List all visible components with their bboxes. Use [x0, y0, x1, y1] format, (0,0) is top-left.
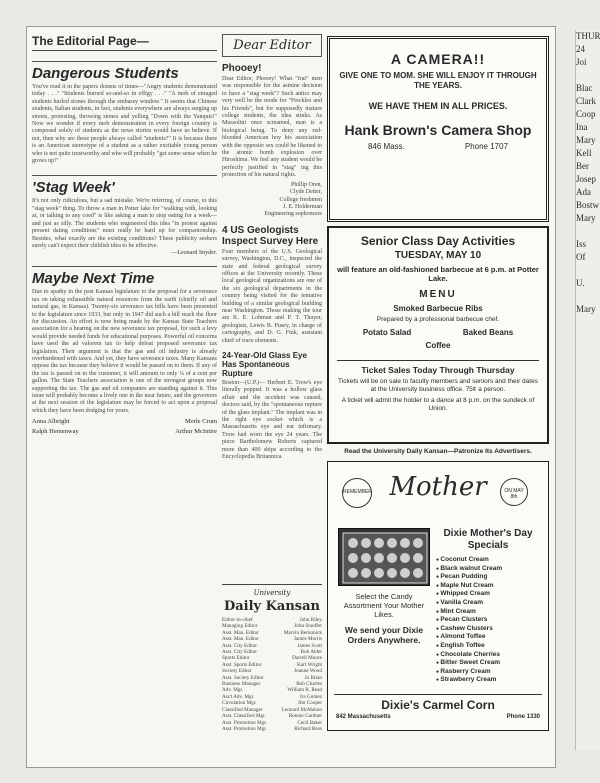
staff-list	[222, 617, 322, 732]
specials-list	[436, 528, 540, 685]
headline-stag-week: 'Stag Week'	[32, 175, 217, 196]
dixie-contact	[336, 714, 540, 720]
edge-text-fragment: Joi	[576, 57, 587, 67]
staff-name: Joanne Wood	[294, 668, 322, 675]
staff-name: John Stauffer	[294, 623, 322, 630]
edge-text-fragment: Bostw	[576, 200, 600, 210]
staff-name: Leonard McMahon	[281, 706, 322, 713]
staff-name: Darrell Moore	[292, 655, 322, 662]
ad-text: GIVE ONE TO MOM. SHE WILL ENJOY IT THROUGH THE YEARS.	[339, 71, 537, 90]
menu-item: Baked Beans	[462, 328, 514, 337]
ticket-note: Tickets will be on sale to faculty members and seniors and their dates at the University business office. 75¢ a person.	[338, 378, 538, 393]
staff-role: Asst. Man. Editor	[222, 629, 259, 636]
headline-dangerous-students: Dangerous Students	[32, 61, 217, 82]
article-body: Four members of the U.S. Geological survey, Washington, D.C., inspected the state and federal geological survey offices at the University recently. These local geological organizations are one of the six geological departments in the country being visited for the tentative building of a similar geological building near Washington. Those making the tour are K. E. Lohman and P. T. Thayer, geologists, Lewis B. Pusey, in charge of cartography, and D. G. Fink, assistant chief of trace elements.	[222, 248, 322, 344]
chocolate-piece-icon	[374, 553, 384, 563]
edge-text-fragment: U.	[576, 278, 585, 288]
letter-body: Dear Editor, Phooey! What "frat" men was responsible for the asinine decision to have a "stag week"? Such antics may very well be the mode for "Freckles and his Friends", but for supposedly mature college students, the idea stinks. As Mussolini once screamed, man is a biological being. To deny any red-blooded American boy his association with the opposite sex could be likened to the atomic bomb explosion over Hiroshima. We feel any student would be perfectly justified in "stag" ing this protection of his natural rights.	[222, 76, 322, 179]
edge-text-fragment: Josep	[576, 174, 596, 184]
chocolate-piece-icon	[361, 538, 371, 548]
staff-role: Asst. Society Editor	[222, 674, 264, 681]
article-body: Due to apathy in the past Kansas legislature to the proposal for a severance tax on taking exhaustible natural resources from the earth (chiefly oil and natural gas, in Kansas). Twenty-six severance tax bills have been presented to the legislature since 1933, but only in 1947 did such a bill reach the floor for discussion. An effort is now being made by the Kansas State Teachers association for a hearing on the new severance tax proposal, for such a levy would provide needed funds for educational purposes. Powerful oil concerns have used the ad valorem tax to help defeat proposed severance tax legislation. Their argument is that the gas and oil industry is already overburdened with taxes. And yet, they have severance taxes. Many Kansans oppose the tax because they believe it would be passed on to them. If any of the tax is passed on to the customer, it will amount to only ¼ of a cent per gallon. The State Teachers association is one of the strongest groups now supporting the tax. The gas and oil companies are standing against it. This issue will probably become a lively one in the near future, and the governors at the next session of the legislature may be forced to act upon a proposal which they have been dodging for years.	[32, 289, 217, 414]
special-item: ● Almond Toffee	[436, 633, 540, 642]
staff-name: Jim Cooper	[297, 700, 322, 707]
specials-title: Dixie Mother's Day Specials	[443, 528, 533, 551]
advertisement-column	[327, 36, 549, 731]
specials-items	[436, 556, 540, 685]
special-item: ● Strawberry Cream	[436, 676, 540, 685]
menu-heading: MENU	[419, 289, 457, 300]
shop-address: 846 Mass.	[367, 142, 405, 151]
byline: —Leonard Snyder.	[171, 250, 217, 257]
chocolate-piece-icon	[348, 538, 358, 548]
dixie-brand: Dixie's Carmel Corn	[334, 694, 542, 712]
signer: Engineering sophomore	[264, 211, 322, 218]
edge-text-fragment: Ber	[576, 161, 589, 171]
chocolate-piece-icon	[374, 538, 384, 548]
letters-column	[222, 34, 322, 461]
special-item: ● English Toffee	[436, 642, 540, 651]
special-item: ● Coconut Cream	[436, 556, 540, 565]
staff-role: Asst. City Editor	[222, 642, 258, 649]
signer: Clyde Detter,	[289, 189, 322, 196]
dixie-mothers-day-ad	[327, 461, 549, 731]
edge-text-fragment: Coop	[576, 109, 596, 119]
staff-role: Classified Manager	[222, 706, 263, 713]
staff-name: Cecil Baker	[297, 719, 322, 726]
chocolate-piece-icon	[374, 568, 384, 578]
staff-role: Ass't Adv. Mgr.	[222, 693, 255, 700]
edge-text-fragment: Mary	[576, 213, 596, 223]
special-item: ● Black walnut Cream	[436, 565, 540, 574]
staff-name: Marvin Berkonick	[283, 629, 322, 636]
chocolate-piece-icon	[348, 553, 358, 563]
candy-promo	[336, 592, 432, 645]
editorial-column	[32, 34, 217, 435]
staff-name: Richard Ross	[294, 725, 322, 732]
menu-item: Coffee	[425, 341, 451, 350]
staff-role: Asst. Classified Mgr.	[222, 713, 266, 720]
edge-text-fragment: THUR	[576, 31, 600, 41]
shop-contact	[338, 142, 538, 151]
chocolate-piece-icon	[361, 553, 371, 563]
staff-name: James Scott	[297, 642, 322, 649]
edge-text-fragment: Clark	[576, 96, 596, 106]
staff-name: Karl Wright	[297, 661, 322, 668]
masthead-university: University	[253, 589, 291, 597]
staff-role: Editor-in-chief	[222, 617, 253, 623]
dear-editor-heading: Dear Editor	[222, 34, 322, 57]
special-item: ● Cashew Clusters	[436, 625, 540, 634]
signer: College freshmen	[279, 196, 322, 203]
masthead-block	[222, 574, 322, 732]
menu-note: Prepared by a professional barbecue chef.	[376, 316, 500, 323]
staff-role: Asst. Promotion Mgr.	[222, 719, 267, 726]
staff-role: Circulation Mgr.	[222, 700, 257, 707]
headline-geologists: 4 US Geologists Inspect Survey Here	[222, 224, 319, 247]
chocolate-piece-icon	[400, 568, 410, 578]
article-body: Boston—(U.P.)— Herbert E. Trow's eye literally popped. It was a hollow glass affair and the accident was caused, doctors said, by the "spontaneous rupture of the glass implant." The implant was in the right eye socket which is a Massachusetts eye and ear infirmary. Trow had worn the eye 24 years. The piece Bartholomew Roberts captured more than 400 ships according to the Encyclopedia Britannica.	[222, 380, 322, 461]
special-item: ● Pecan Pudding	[436, 573, 540, 582]
chocolate-piece-icon	[400, 538, 410, 548]
chocolate-piece-icon	[413, 568, 423, 578]
menu-item: Smoked Barbecue Ribs	[393, 304, 483, 313]
headline-glass-eye: 24-Year-Old Glass Eye Has Spontaneous Rupture	[222, 351, 307, 378]
staff-role: Adv. Mgr.	[222, 687, 244, 694]
chocolate-piece-icon	[387, 538, 397, 548]
edge-text-fragment	[576, 69, 600, 82]
event-description: will feature an old-fashioned barbecue at 6 p.m. at Potter Lake.	[337, 265, 539, 283]
senior-class-day-ad	[327, 226, 549, 444]
signature: Anna Albright	[32, 418, 70, 426]
chocolate-piece-icon	[387, 568, 397, 578]
signer: J. E. Holderman	[283, 203, 322, 210]
staff-role: Society Editor	[222, 668, 252, 675]
edge-text-fragment: Of	[576, 252, 586, 262]
ad-text: WE HAVE THEM IN ALL PRICES.	[368, 101, 508, 111]
camera-shop-ad	[327, 36, 549, 222]
edge-text-fragment: Ina	[576, 122, 588, 132]
staff-role: Asst. Man. Editor	[222, 636, 259, 643]
chocolate-piece-icon	[387, 553, 397, 563]
staff-role: Asst. Sports Editor	[222, 661, 262, 668]
edge-text-fragment: Mary	[576, 135, 596, 145]
promo-text: We send your Dixie Orders Anywhere.	[344, 625, 424, 645]
headline-maybe-next-time: Maybe Next Time	[32, 266, 217, 287]
candy-box-icon	[339, 529, 431, 587]
special-item: ● Rasberry Cream	[436, 668, 540, 677]
edge-text-fragment: Kell	[576, 148, 592, 158]
edge-text-fragment	[576, 264, 600, 277]
special-item: ● Whipped Cream	[436, 590, 540, 599]
edge-text-fragment	[576, 225, 600, 238]
special-item: ● Chocolate Cherries	[436, 651, 540, 660]
staff-role: Asst. City Editor	[222, 649, 258, 656]
staff-name: John Riley	[299, 617, 322, 623]
ad-title: Senior Class Day Activities	[360, 234, 516, 248]
special-item: ● Mint Cream	[436, 608, 540, 617]
ad-title: A CAMERA!!	[390, 51, 486, 67]
page-title: The Editorial Page—	[32, 34, 217, 51]
patronize-advertisers-strip: Read the University Daily Kansan—Patronize Its Advertisers.	[344, 448, 532, 455]
menu-items-row	[337, 328, 539, 337]
letter-title: Phooey!	[222, 63, 262, 74]
edge-text-fragment: 24	[576, 44, 585, 54]
ticket-note: A ticket will admit the holder to a dance at 8 p.m. on the sundeck of Union.	[341, 397, 535, 412]
article-body: It's not only ridiculous, but a sad mistake. We're referring, of course, to this "stag week" thing. To throw a man in Potter lake for "walking with, looking at, or talking to any coed" is like asking a man to stop eating for a week—and just as silly. The students who engineered this idea "in protest against present dating conditions" must really be hard up for companionship. Besides, what exactly are the existing conditions? These publicity seekers surely can't expect their childish idea to be effective.	[32, 198, 217, 249]
chocolate-piece-icon	[400, 553, 410, 563]
staff-role: Business Manager	[222, 681, 261, 688]
masthead	[222, 584, 322, 732]
staff-name: Ira Gomez	[299, 693, 322, 700]
event-date: TUESDAY, MAY 10	[394, 250, 482, 261]
remember-badge: REMEMBER	[342, 478, 372, 508]
adjacent-page-edge	[575, 30, 600, 750]
edge-text-fragment: Blac	[576, 83, 593, 93]
dixie-address: 842 Massachusetts	[336, 714, 391, 720]
staff-name: Bob Alder	[300, 649, 322, 656]
edge-text-fragment: Iss	[576, 239, 587, 249]
edge-text-fragment	[576, 290, 600, 303]
masthead-title: Daily Kansan	[223, 599, 321, 614]
signature: Ralph Hemenway	[32, 428, 79, 436]
edge-text-fragment: Ada	[576, 187, 591, 197]
chocolate-piece-icon	[361, 568, 371, 578]
staff-name: Jo Brian	[304, 674, 322, 681]
staff-name: Bonnie Gardner	[288, 713, 322, 720]
special-item: ● Pecan Clusters	[436, 616, 540, 625]
chocolate-piece-icon	[413, 538, 423, 548]
staff-role: Sports Editor	[222, 655, 250, 662]
signature: Merle Crum	[185, 418, 217, 426]
staff-name: William R. Read	[287, 687, 322, 694]
dixie-phone: Phone 1330	[506, 714, 540, 720]
staff-name: Bob Charles	[296, 681, 322, 688]
signatures-row-2	[32, 428, 217, 435]
menu-item: Potato Salad	[362, 328, 412, 337]
special-item: ● Maple Nut Cream	[436, 582, 540, 591]
article-body: You've read it in the papers dozens of times—"Angry students demonstrated today . . ." "Students burned so-and-so in effigy . . ." "A mob of enraged students hurled stones through the embassy window." It seems that Chinese students, Italian students, in fact, students everywhere are always surging up streets, protesting, throwing stones and yelling "Down with the Yanquis!" Now we wonder if every mob demonstration in every foreign country is composed solely of students as the news stories would have us believe. If not, then why are these people always called "students?" It is because there is an American stereotype of a student as a rather excitable young person who is not quite trustworthy and who will probably "get some sense when he grows up!"	[32, 84, 217, 165]
mother-script-title: Mother	[389, 472, 487, 502]
staff-row	[222, 726, 322, 732]
candy-box-illustration	[338, 528, 430, 586]
staff-role: Asst. Promotion Mgr.	[222, 725, 267, 732]
shop-phone: Phone 1707	[464, 142, 509, 151]
staff-role: Managing Editor	[222, 623, 258, 630]
staff-name: James Morris	[293, 636, 322, 643]
special-item: ● Bitter Sweet Cream	[436, 659, 540, 668]
chocolate-piece-icon	[348, 568, 358, 578]
may-date-badge: ON MAY 8th	[500, 478, 528, 506]
promo-text: Select the Candy Assortment Your Mother Likes.	[343, 592, 425, 619]
shop-name: Hank Brown's Camera Shop	[344, 122, 532, 138]
signature: Arthur McIntire	[175, 428, 217, 436]
chocolate-piece-icon	[413, 553, 423, 563]
letter-signers	[222, 182, 322, 219]
ticket-sales-heading: Ticket Sales Today Through Thursday	[337, 360, 539, 375]
signer: Phillip Oren,	[291, 181, 322, 188]
special-item: ● Vanilla Cream	[436, 599, 540, 608]
edge-text-fragment: Mary	[576, 304, 596, 314]
signatures-row-1	[32, 418, 217, 425]
